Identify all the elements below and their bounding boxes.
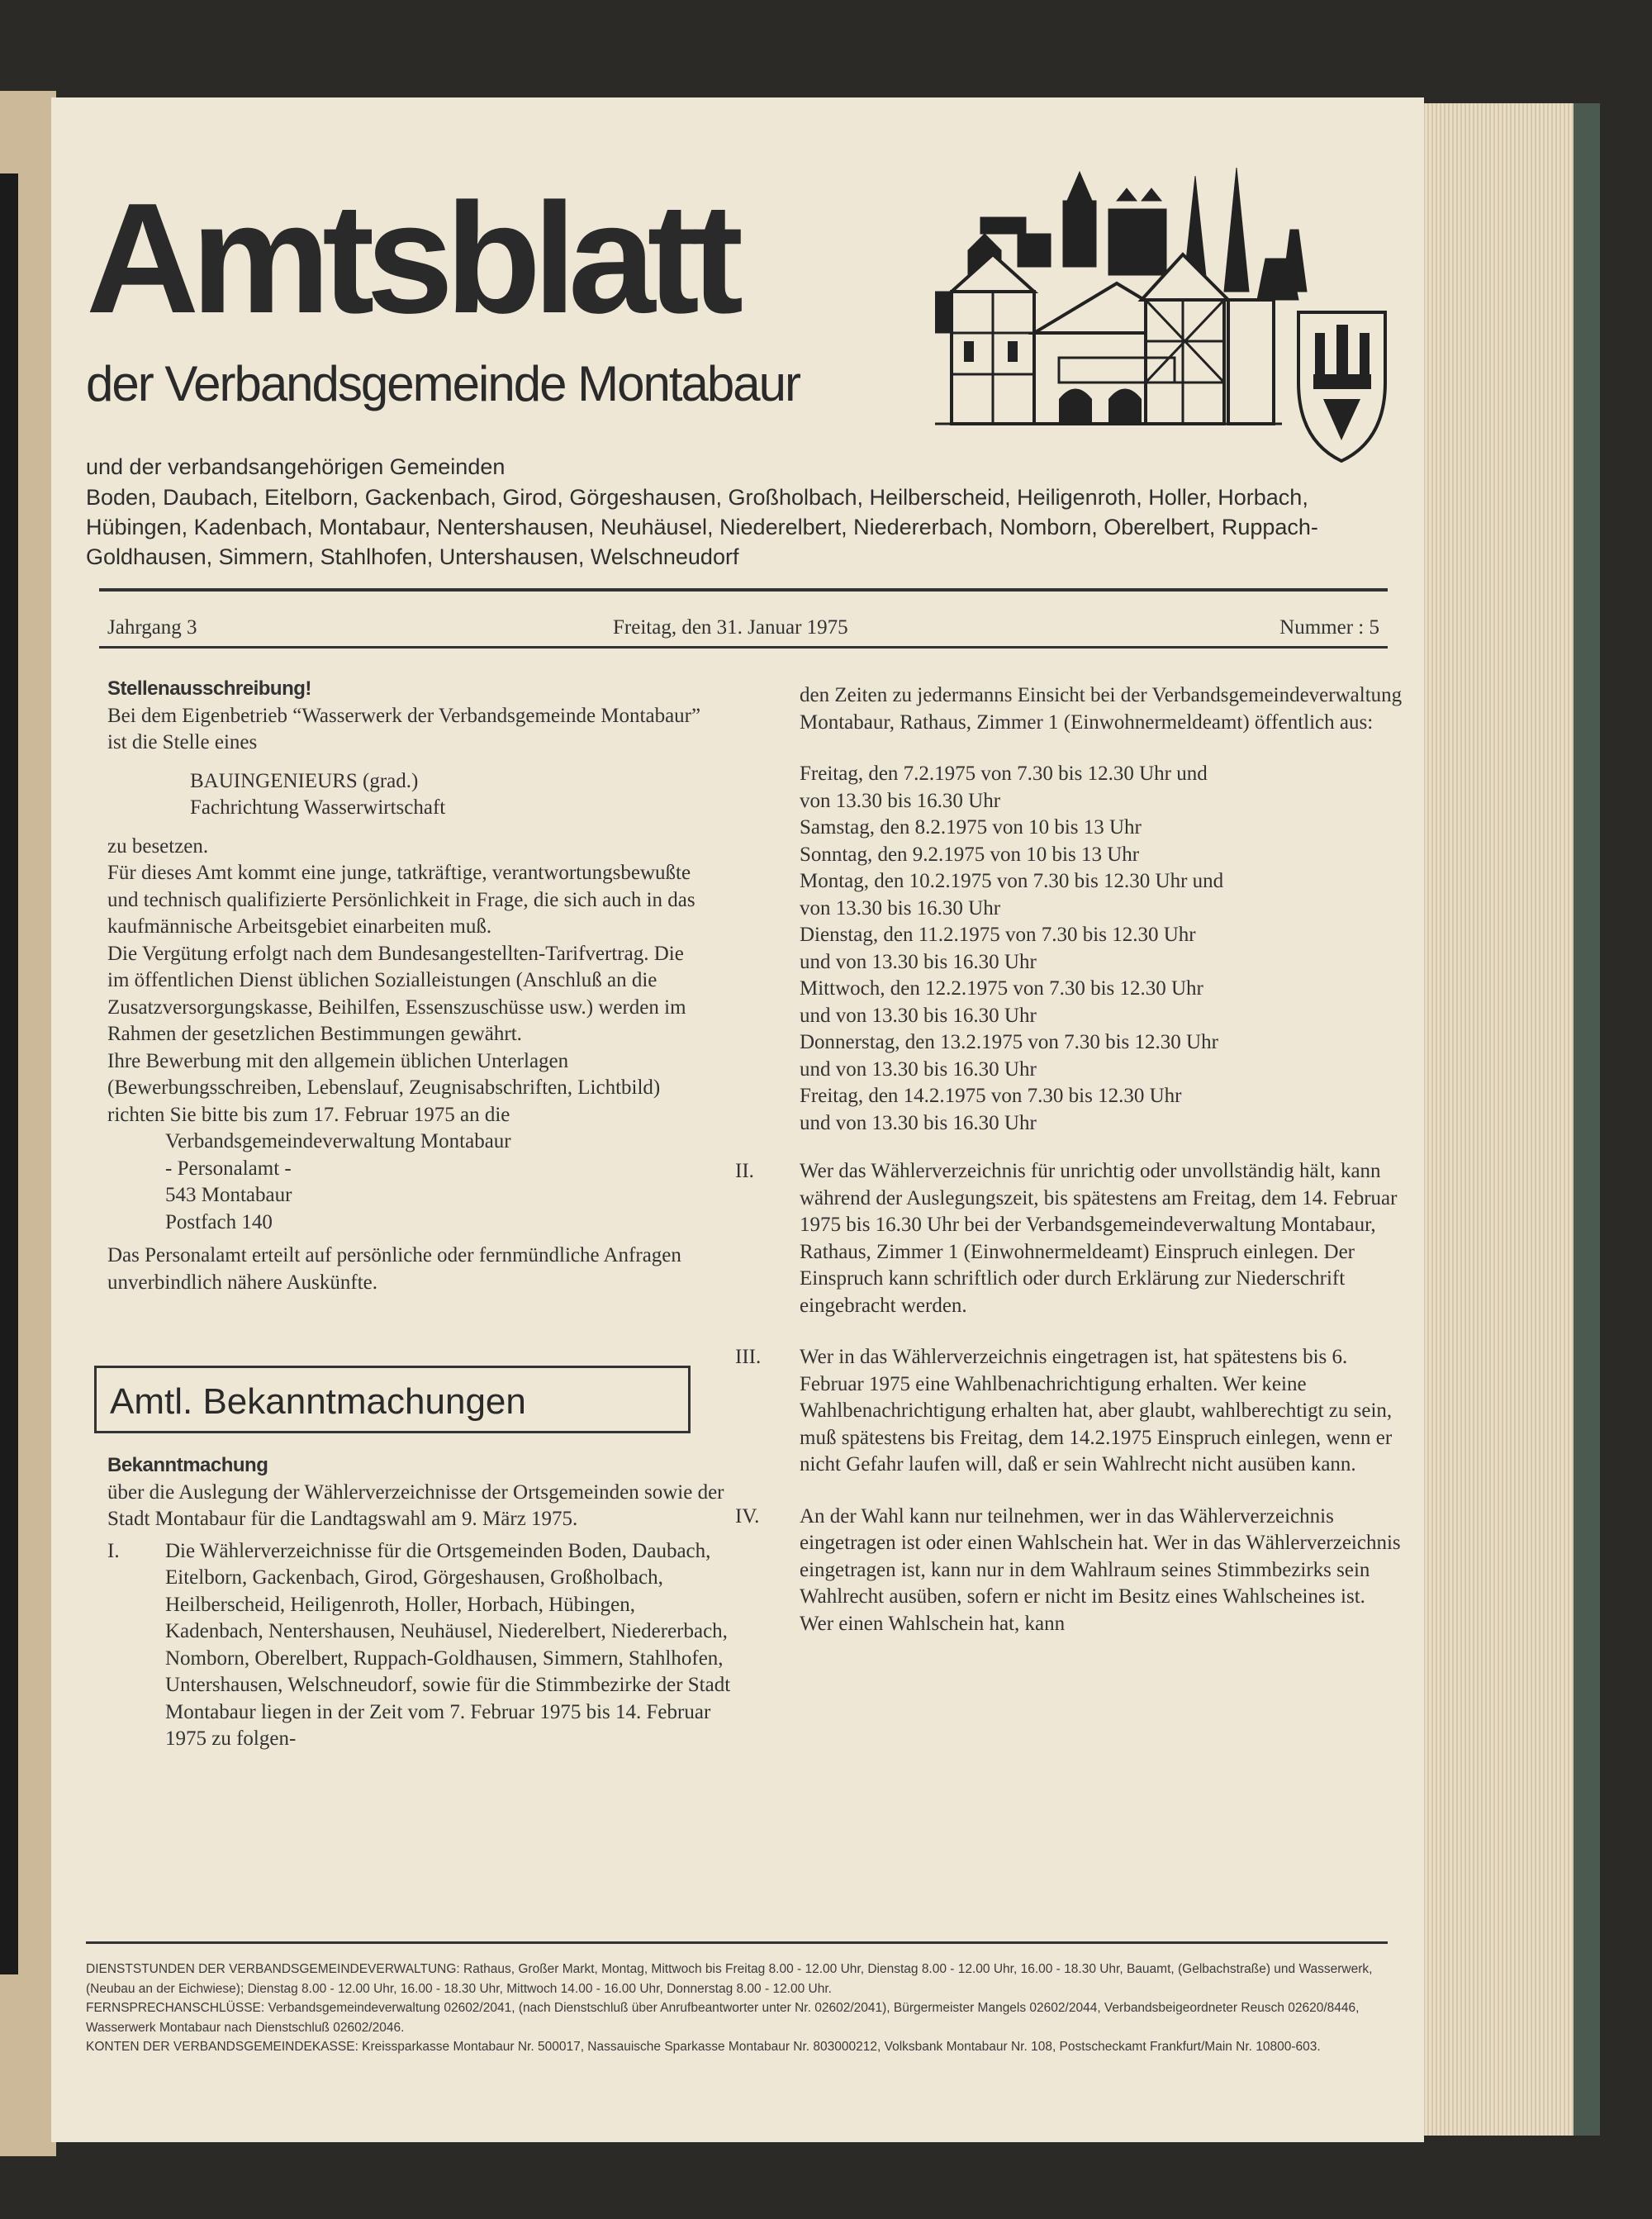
footer-office-hours: DIENSTSTUNDEN DER VERBANDSGEMEINDEVERWALTUNG: Rathaus, Großer Markt, Montag, Mittwoch bis Freitag 8.00 - 12.00 Uhr, Dienstag 8.00 - 12.00 Uhr, 16.00 - 18.30 Uhr, Bauamt, (Gelbachstraße) und Wasserwerk, (Neubau an der Eichwiese); Dienstag 8.00 - 12.00 Uhr, 16.00 - 18.30 Uhr, Mittwoch 14.00 - 16.00 Uhr, Donnerstag 8.00 - 12.00 Uhr.: [86, 1962, 1373, 1996]
item-text: Wer das Wählerverzeichnis für unrichtig oder unvollständig hält, kann während der Auslegungszeit, bis spätestens am Freitag, dem 14. Februar 1975 bis 16.30 Uhr bei der Verbandsgemeindeverwaltung Montabaur, Rathaus, Zimmer 1 (Einwohnermeldeamt) Einspruch einlegen. Der Einspruch kann schriftlich oder durch Erklärung zur Niederschrift eingebracht werden.: [800, 1160, 1398, 1317]
job-ad-para1: Für dieses Amt kommt eine junge, tatkräftige, verantwortungsbewußte und technisch qualifizierte Persönlichkeit in Frage, die sich auch in das kaufmännische Arbeitsgebiet einarbeiten muß.: [107, 862, 695, 938]
schedule-line: und von 13.30 bis 16.30 Uhr: [800, 950, 1037, 973]
volume-label: Jahrgang 3: [107, 616, 197, 639]
footer-bank-accounts: KONTEN DER VERBANDSGEMEINDEKASSE: Kreissparkasse Montabaur Nr. 500017, Nassauische Sparkasse Montabaur Nr. 803000212, Volksbank Montabaur Nr. 108, Postscheckamt Frankfurt/Main Nr. 10800-603.: [86, 2040, 1321, 2054]
town-skyline-with-coat-of-arms-icon: [935, 168, 1389, 465]
schedule-line: Freitag, den 14.2.1975 von 7.30 bis 12.30 Uhr: [800, 1085, 1182, 1107]
schedule-line: von 13.30 bis 16.30 Uhr: [800, 789, 1001, 812]
newspaper-page: [51, 97, 1424, 2142]
schedule-line: Mittwoch, den 12.2.1975 von 7.30 bis 12.30 Uhr: [800, 977, 1203, 1000]
item-number: I.: [107, 1539, 120, 1562]
item-1-continuation: [735, 682, 1408, 1137]
masthead-subtitle: der Verbandsgemeinde Montabaur: [86, 356, 800, 411]
dateline: [107, 616, 1379, 649]
masthead-title: Amtsblatt: [86, 171, 736, 346]
announcement-heading: Bekanntmachung: [107, 1454, 268, 1476]
announcement-item-3: [735, 1344, 1408, 1479]
item-number: III.: [735, 1346, 762, 1368]
footer-divider: [86, 1941, 1388, 1944]
book-cover-edge: [1574, 103, 1600, 2136]
address-line: 543 Montabaur: [165, 1184, 292, 1206]
item-text: Wer in das Wählerverzeichnis eingetragen ist, hat spätestens bis 6. Februar 1975 eine Wahlbenachrichtigung erhalten. Wer keine Wahlbenachrichtigung erhalten hat, aber glaubt, wahlberechtigt zu sein, muß spätestens bis Freitag, dem 14.2.1975 Einspruch einlegen, wenn er nicht Gefahr laufen will, daß er sein Wahlrecht nicht ausüben kann.: [800, 1346, 1393, 1475]
job-ad-heading: Stellenausschreibung!: [107, 677, 311, 700]
item-text: [800, 1504, 1408, 1638]
schedule-line: und von 13.30 bis 16.30 Uhr: [800, 1057, 1037, 1081]
schedule-line: Freitag, den 7.2.1975 von 7.30 bis 12.30 Uhr und: [800, 763, 1208, 785]
address-line: Verbandsgemeindeverwaltung Montabaur: [165, 1130, 511, 1152]
book-page-edges: [1404, 103, 1578, 2136]
job-ad-para3: Ihre Bewerbung mit den allgemein üblichen Unterlagen (Bewerbungsschreiben, Lebenslauf, Zeugnisabschriften, Lichtbild) richten Sie bitte bis zum 17. Februar 1975 an die: [107, 1049, 661, 1126]
job-ad-position: BAUINGENIEURS (grad.): [190, 769, 419, 792]
schedule-line: Samstag, den 8.2.1975 von 10 bis 13 Uhr: [800, 816, 1142, 839]
announcement-item-4: [735, 1504, 1408, 1638]
schedule-line: von 13.30 bis 16.30 Uhr: [800, 896, 1001, 919]
schedule-line: Montag, den 10.2.1975 von 7.30 bis 12.30 Uhr und: [800, 870, 1224, 892]
left-page-dark-band: [0, 173, 18, 1974]
schedule-line: Dienstag, den 11.2.1975 von 7.30 bis 12.30 Uhr: [800, 924, 1196, 946]
footer-phone-numbers: FERNSPRECHANSCHLÜSSE: Verbandsgemeindeverwaltung 02602/2041, (nach Dienstschluß über Anrufbeantworter unter Nr. 02602/2041), Bürgermeister Mangels 02602/2044, Verbandsbeigeordneter Reusch 02620/8446, Wasserwerk Montabaur nach Dienstschluß 02602/2046.: [86, 2001, 1360, 2035]
section-heading-box: Amtl. Bekanntmachungen: [94, 1366, 691, 1433]
item-4-text: An der Wahl kann nur teilnehmen, wer in das Wählerverzeichnis eingetragen ist oder einen Wahlschein hat. Wer in das Wählerverzeichnis eingetragen ist, kann nur in dem Wahlraum seines Stimmbezirks sein Wahlrecht ausüben, sofern er nicht im Besitz eines Wahlscheines ist.: [800, 1504, 1401, 1608]
item-1-continued-text: den Zeiten zu jedermanns Einsicht bei der Verbandsgemeindeverwaltung Montabaur, Rathaus, Zimmer 1 (Einwohnermeldeamt) öffentlich aus:: [800, 684, 1403, 734]
left-column-lower: [107, 1452, 735, 1753]
job-ad-closing: Das Personalamt erteilt auf persönliche oder fernmündliche Anfragen unverbindlich nähere Auskünfte.: [107, 1244, 681, 1294]
schedule-line: und von 13.30 bis 16.30 Uhr: [800, 1004, 1037, 1027]
dateline-divider: [99, 646, 1388, 649]
schedule-line: Sonntag, den 9.2.1975 von 10 bis 13 Uhr: [800, 843, 1140, 866]
announcement-item-2: [735, 1158, 1408, 1319]
issue-number: Nummer : 5: [1279, 616, 1379, 639]
item-number: IV.: [735, 1504, 760, 1528]
header-divider: [99, 588, 1388, 592]
schedule-line: und von 13.30 bis 16.30 Uhr: [800, 1111, 1037, 1134]
footer-info: [86, 1960, 1384, 2057]
job-ad-fill: zu besetzen.: [107, 834, 209, 858]
announcement-intro: über die Auslegung der Wählerverzeichnisse der Ortsgemeinden sowie der Stadt Montabaur für die Landtagswahl am 9. März 1975.: [107, 1480, 724, 1530]
item-number: II.: [735, 1160, 754, 1182]
address-line: Postfach 140: [165, 1210, 273, 1233]
item-4-continued-text: Wer einen Wahlschein hat, kann: [800, 1612, 1066, 1635]
job-ad-intro: Bei dem Eigenbetrieb “Wasserwerk der Verbandsgemeinde Montabaur” ist die Stelle eines: [107, 704, 701, 753]
member-municipalities-intro: und der verbandsangehörigen Gemeinden: [86, 454, 506, 479]
member-municipalities-list: Boden, Daubach, Eitelborn, Gackenbach, Girod, Görgeshausen, Großholbach, Heilberscheid, Heiligenroth, Holler, Horbach, Hübingen, Kadenbach, Montabaur, Nentershausen, Neuhäusel, Niederelbert, Niedererbach, Nomborn, Oberelbert, Ruppach-Goldhausen, Simmern, Stahlhofen, Untershausen, Welschneudorf: [86, 485, 1318, 569]
announcement-item-1: [107, 1538, 735, 1753]
item-text: Die Wählerverzeichnisse für die Ortsgemeinden Boden, Daubach, Eitelborn, Gackenbach, Girod, Görgeshausen, Großholbach, Heilberscheid, Heiligenroth, Holler, Horbach, Hübingen, Kadenbach, Nentershausen, Neuhäusel, Niederelbert, Niedererbach, Nomborn, Oberelbert, Ruppach-Goldhausen, Simmern, Stahlhofen, Untershausen, Welschneudorf, sowie für die Stimmbezirke der Stadt Montabaur liegen in der Zeit vom 7. Februar 1975 bis 14. Februar 1975 zu folgen-: [165, 1539, 731, 1750]
schedule-line: Donnerstag, den 13.2.1975 von 7.30 bis 12.30 Uhr: [800, 1031, 1218, 1053]
job-ad-para2: Die Vergütung erfolgt nach dem Bundesangestellten-Tarifvertrag. Die im öffentlichen Dienst üblichen Sozialleistungen (Anschluß an die Zusatzversorgungskasse, Beihilfen, Essenszuschüsse usw.) werden im Rahmen der gesetzlichen Bestimmungen gewährt.: [107, 942, 686, 1045]
right-column: [735, 682, 1408, 1637]
job-ad-field: Fachrichtung Wasserwirtschaft: [190, 796, 446, 819]
issue-date: Freitag, den 31. Januar 1975: [613, 616, 848, 639]
address-line: - Personalamt -: [165, 1157, 292, 1180]
left-column: [107, 676, 702, 1296]
